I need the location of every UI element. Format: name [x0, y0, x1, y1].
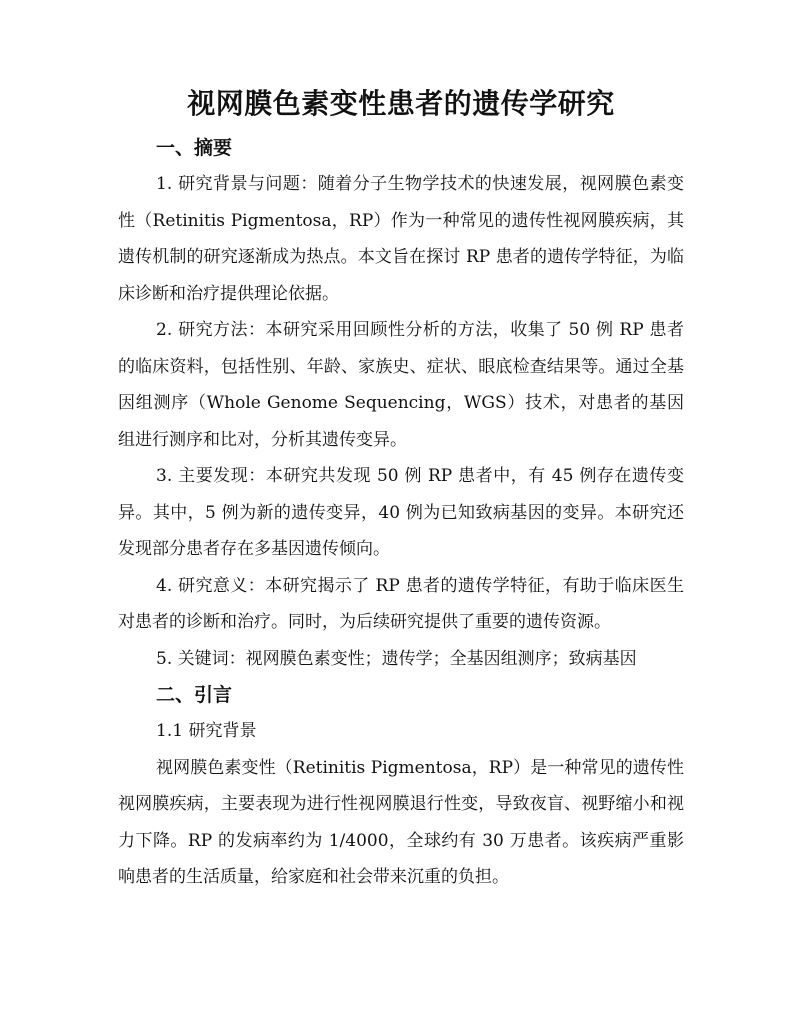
section-heading-abstract: 一、摘要: [156, 137, 233, 159]
abstract-item-findings: 3. 主要发现：本研究共发现 50 例 RP 患者中，有 45 例存在遗传变异。其中，5 例为新的遗传变异，40 例为已知致病基因的变异。本研究还发现部分患者存在多基因遗传倾向。: [118, 466, 684, 559]
abstract-item-background: 1. 研究背景与问题：随着分子生物学技术的快速发展，视网膜色素变性（Retinitis Pigmentosa，RP）作为一种常见的遗传性视网膜疾病，其遗传机制的研究逐渐成为热点。本文旨在探讨 RP 患者的遗传学特征，为临床诊断和治疗提供理论依据。: [118, 174, 684, 304]
document-title: 视网膜色素变性患者的遗传学研究: [187, 87, 615, 120]
section-heading-introduction: 二、引言: [156, 684, 233, 706]
subsection-heading-background: 1.1 研究背景: [156, 721, 257, 741]
introduction-paragraph: 视网膜色素变性（Retinitis Pigmentosa，RP）是一种常见的遗传性视网膜疾病，主要表现为进行性视网膜退行性变，导致夜盲、视野缩小和视力下降。RP 的发病率约为 1/4000，全球约有 30 万患者。该疾病严重影响患者的生活质量，给家庭和社会带来沉重的负担。: [118, 757, 684, 887]
abstract-item-methods: 2. 研究方法：本研究采用回顾性分析的方法，收集了 50 例 RP 患者的临床资料，包括性别、年龄、家族史、症状、眼底检查结果等。通过全基因组测序（Whole Genome Sequencing，WGS）技术，对患者的基因组进行测序和比对，分析其遗传变异。: [118, 320, 684, 450]
abstract-item-keywords: 5. 关键词：视网膜色素变性；遗传学；全基因组测序；致病基因: [156, 648, 637, 669]
abstract-item-significance: 4. 研究意义：本研究揭示了 RP 患者的遗传学特征，有助于临床医生对患者的诊断和治疗。同时，为后续研究提供了重要的遗传资源。: [118, 575, 684, 632]
document-page: [118, 84, 684, 896]
